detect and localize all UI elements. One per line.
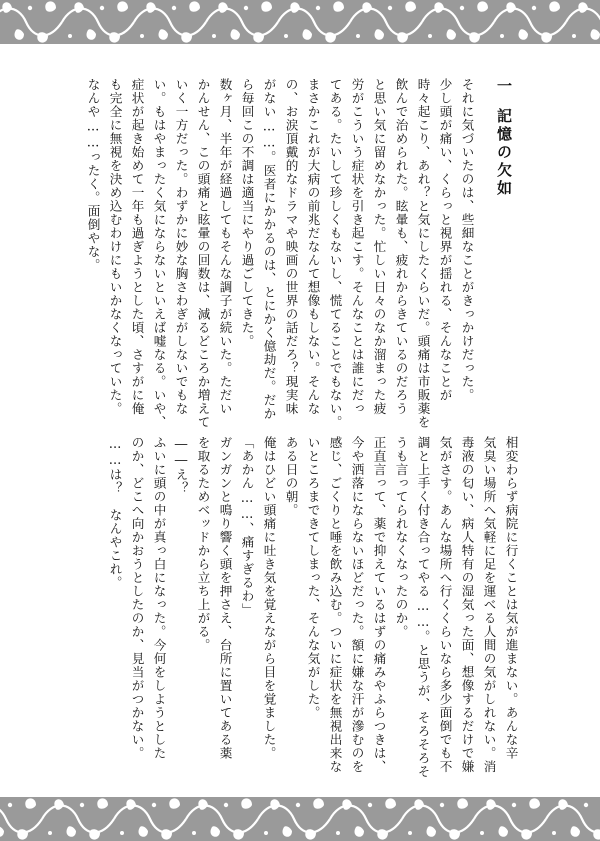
text-line: ある日の朝。 [283, 436, 299, 517]
text-line: の、お涙頂戴的なドラマや映画の世界の話だろ？現実味 [283, 78, 299, 416]
text-line: 少し頭が痛い、くらっと視界が揺れる、そんなことが [437, 78, 453, 402]
text-line: 正直言って、薬で抑えているはずの痛みやふらつきは、 [371, 436, 387, 774]
text-line: なんや……ったく。面倒やな。 [85, 78, 101, 272]
top-decorative-border [0, 0, 600, 44]
text-line: と思い気に留めなかった。忙しい日々のなか溜まった疲 [371, 78, 387, 416]
text-line: 飲んで治められた。眩暈も、疲れからきているのだろう [393, 78, 409, 416]
text-line: いところまできてしまった、そんな気がした。 [305, 436, 321, 720]
text-line: かんせん、この頭痛と眩暈の回数は、減るどころか増えて [195, 78, 211, 429]
vine-ornament-top [0, 0, 600, 44]
text-line: 今や洒落にならないほどだった。額に嫌な汗が滲むのを [349, 436, 365, 774]
text-line: それに気づいたのは、些細なことがきっかけだった。 [459, 78, 475, 402]
text-line: い。もはやまったく気にならないといえば嘘なる。いや、 [151, 78, 167, 429]
text-line: 調と上手く付き合ってやる……。と思うが、そろそろそ [415, 436, 431, 779]
text-line: のか、どこへ向かおうとしたのか、見当がつかない。 [129, 436, 145, 760]
text-line: 「あかん……、痛すぎるわ」 [239, 436, 255, 617]
text-line: てある。たいして珍しくもないし、慌てることでもない。 [327, 78, 343, 429]
bottom-decorative-border [0, 797, 600, 841]
chapter-number: 一 [495, 78, 513, 96]
text-line: 労がこういう症状を引き起こす。そんなことは誰にだっ [349, 78, 365, 416]
text-line: 俺はひどい頭痛に吐き気を覚えながら目を覚ました。 [261, 436, 277, 760]
text-line: いく一方だった。わずかに妙な胸さわぎがしないでもな [173, 78, 189, 416]
chapter-heading [496, 78, 511, 198]
text-line: 数ヶ月、半年が経過してもそんな調子が続いた。ただい [217, 78, 233, 416]
text-line: ふいに頭の中が真っ白になった。今何をしようとした [151, 436, 167, 760]
text-line: 時々起こり、あれ？と気にしたくらいだ。頭痛は市販薬を [415, 78, 431, 429]
text-line: 感じ、ごくりと唾を飲み込む。ついに症状を無視出来な [327, 436, 343, 774]
text-line: ら毎回この不調は適当にやり過ごしてきた。 [239, 78, 255, 348]
text-line: うも言ってられなくなったのか。 [393, 436, 409, 639]
text-line: 毒液の匂い、病人特有の湿気った面、想像するだけで嫌 [459, 436, 475, 774]
text-line: 気がさす。あんな場所へ行くくらいなら多少面倒でも不 [437, 436, 453, 774]
chapter-title: 記憶の欠如 [495, 108, 513, 198]
text-line: 症状が起き始めて一年も過ぎようとした頃、さすがに俺 [129, 78, 145, 416]
text-line: を取るためベッドから立ち上がる。 [195, 436, 211, 652]
vine-ornament-bottom [0, 797, 600, 841]
text-line: 気臭い場所へ気軽に足を運べる人間の気がしれない。消 [481, 436, 497, 774]
text-line: ……は？ なんやこれ。 [107, 436, 123, 590]
text-line: も完全に無視を決め込むわけにもいかなくなっていた。 [107, 78, 123, 416]
text-line: ガンガンと鳴り響く頭を押さえ、台所に置いてある薬 [217, 436, 233, 760]
text-line: ――え？ [173, 436, 189, 495]
text-line: まさかこれが大病の前兆だなんて想像もしない。そんな [305, 78, 321, 416]
text-line: 相変わらず病院に行くことは気が進まない。あんな辛 [503, 436, 519, 760]
text-line: がない……。医者にかかるのは、とにかく億劫だ。だか [261, 78, 277, 421]
